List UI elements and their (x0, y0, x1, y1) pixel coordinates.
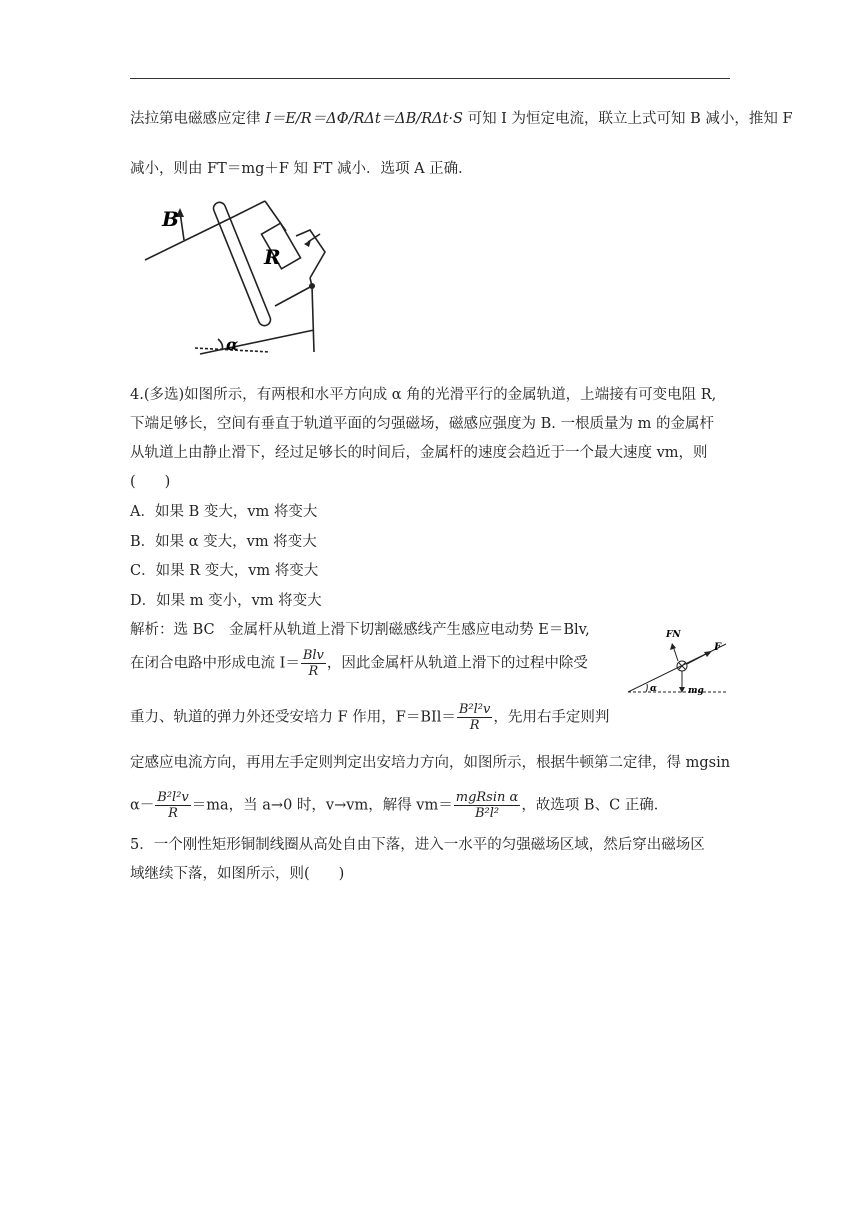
label-F: F (714, 642, 722, 653)
q4-analysis-5: α－ $\frac{\text{B²l²v}}{R}$ ＝ma，当 a→0 时，v→vm，解得 vm＝ $\frac{\text{mgRsin α}}{\text{B²l²}}$ ，故选项 B、C 正确． (130, 790, 669, 821)
q4-option-c: C．如果 R 变大，vm 将变大 (130, 563, 319, 579)
q4-option-b: B．如果 α 变大，vm 将变大 (130, 534, 317, 550)
q4-analysis-4: 定感应电流方向，再用左手定则判定出安培力方向，如图所示，根据牛顿第二定律，得 mgsin (130, 755, 731, 771)
faraday-equation: I＝E/R＝ΔΦ/RΔt＝ΔB/RΔt·S (265, 111, 463, 127)
label-alpha-2: α (650, 684, 657, 694)
q4-answer-bracket: ( ) (130, 474, 171, 490)
q5-stem-2: 域继续下落，如图所示，则( ) (130, 866, 345, 882)
label-R: R (264, 245, 281, 269)
label-B: B (162, 207, 179, 231)
fraction-blv-over-r: $\frac{\text{Blv}}{R}$ (302, 648, 324, 679)
label-FN: FN (666, 630, 681, 640)
rail-circuit-figure (140, 196, 340, 358)
label-alpha: α (226, 335, 239, 354)
header-rule (130, 78, 730, 79)
force-diagram-figure (626, 624, 732, 698)
q4-option-a: A．如果 B 变大，vm 将变大 (130, 504, 318, 520)
q4-analysis-2: 在闭合电路中形成电流 I＝ $\frac{\text{Blv}}{R}$ ，因此金属杆从轨道上滑下的过程中除受 (130, 648, 588, 679)
q4-analysis-1: 解析：选 BC 金属杆从轨道上滑下切割磁感线产生感应电动势 E＝Blv, (130, 622, 590, 638)
q4-stem-1: 4.(多选)如图所示，有两根和水平方向成 α 角的光滑平行的金属轨道，上端接有可变电阻 R, (130, 387, 717, 403)
fraction-b2l2v-over-r: $\frac{\text{B²l²v}}{R}$ (458, 702, 491, 733)
label-mg: mg (688, 686, 704, 696)
prev-answer-line-1: 法拉第电磁感应定律 I＝E/R＝ΔΦ/RΔt＝ΔB/RΔt·S 可知 I 为恒定电流，联立上式可知 B 减小，推知 F (130, 111, 793, 127)
prev-answer-line-2: 减小，则由 FT＝mg＋F 知 FT 减小．选项 A 正确． (130, 161, 473, 177)
q4-stem-3: 从轨道上由静止滑下，经过足够长的时间后，金属杆的速度会趋近于一个最大速度 vm，则 (130, 445, 708, 461)
q4-analysis-3: 重力、轨道的弹力外还受安培力 F 作用，F＝BIl＝ $\frac{\text{B²l²v}}{R}$ ，先用右手定则判 (130, 702, 610, 733)
fraction-b2l2v-over-r-2: $\frac{\text{B²l²v}}{R}$ (157, 790, 189, 821)
fraction-vm-solution: $\frac{\text{mgRsin α}}{\text{B²l²}}$ (455, 790, 519, 821)
q4-stem-2: 下端足够长，空间有垂直于轨道平面的匀强磁场，磁感应强度为 B. 一根质量为 m 的金属杆 (130, 416, 714, 432)
q4-option-d: D．如果 m 变小，vm 将变大 (130, 593, 322, 609)
q5-stem-1: 5．一个刚性矩形铜制线圈从高处自由下落，进入一水平的匀强磁场区域，然后穿出磁场区 (130, 837, 705, 853)
